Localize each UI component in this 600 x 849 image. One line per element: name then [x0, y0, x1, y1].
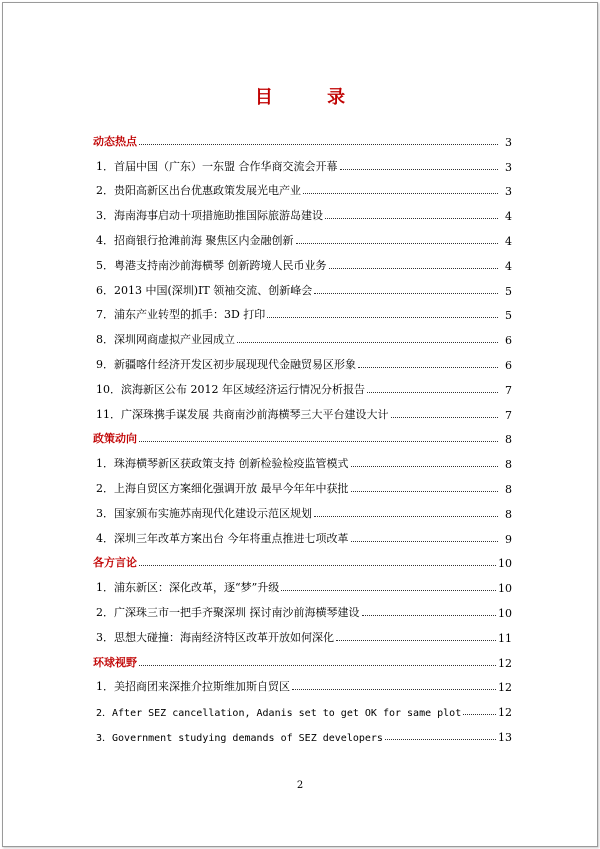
document-page	[2, 2, 598, 847]
dot-leader	[362, 615, 497, 616]
entry-title: 2．上海自贸区方案细化强调开放 最早今年年中获批	[96, 481, 349, 495]
entry-title: 2．After SEZ cancellation, Adanis set to get OK for same plot	[96, 708, 462, 720]
entry-title: 3．海南海事启动十项措施助推国际旅游岛建设	[96, 209, 323, 223]
entry-page-number: 7	[505, 408, 512, 422]
toc-entry[interactable]	[93, 149, 512, 174]
entry-page-number: 12	[498, 681, 512, 695]
dot-leader	[296, 243, 499, 244]
dot-leader	[314, 293, 498, 294]
entry-page-number: 4	[505, 210, 512, 224]
entry-page-number: 12	[498, 706, 512, 720]
entry-page-number: 5	[505, 284, 512, 298]
dot-leader	[367, 392, 498, 393]
entry-title: 2．广深珠三市一把手齐聚深圳 探讨南沙前海横琴建设	[96, 605, 360, 619]
dot-leader	[292, 689, 496, 690]
toc-entry[interactable]	[93, 198, 512, 223]
entry-page-number: 3	[505, 135, 512, 149]
dot-leader	[139, 144, 498, 145]
dot-leader	[340, 169, 499, 170]
toc-entry[interactable]	[93, 521, 512, 546]
dot-leader	[267, 317, 498, 318]
entry-title: 1．首届中国（广东）一东盟 合作华商交流会开幕	[96, 159, 338, 173]
toc-entry[interactable]	[93, 248, 512, 273]
toc-entry[interactable]	[93, 471, 512, 496]
dot-leader	[237, 342, 498, 343]
entry-page-number: 6	[505, 334, 512, 348]
entry-page-number: 10	[498, 582, 512, 596]
entry-title: 9．新疆喀什经济开发区初步展现现代金融贸易区形象	[96, 357, 356, 371]
entry-title: 6．2013 中国(深圳)IT 领袖交流、创新峰会	[96, 283, 313, 297]
entry-title: 2．贵阳高新区出台优惠政策发展光电产业	[96, 184, 301, 198]
toc-section-heading[interactable]	[93, 124, 512, 149]
entry-page-number: 7	[505, 383, 512, 397]
entry-page-number: 8	[505, 458, 512, 472]
toc-entry[interactable]	[93, 298, 512, 323]
table-of-contents	[93, 124, 512, 744]
entry-page-number: 4	[505, 259, 512, 273]
entry-title: 4．招商银行抢滩前海 聚焦区内金融创新	[96, 233, 294, 247]
toc-entry[interactable]	[93, 322, 512, 347]
toc-entry[interactable]	[93, 174, 512, 199]
dot-leader	[325, 218, 498, 219]
toc-entry[interactable]	[93, 620, 512, 645]
toc-entry[interactable]	[93, 273, 512, 298]
toc-section-heading[interactable]	[93, 645, 512, 670]
dot-leader	[463, 714, 496, 715]
dot-leader	[351, 491, 499, 492]
entry-page-number: 4	[505, 234, 512, 248]
dot-leader	[139, 441, 498, 442]
dot-leader	[139, 565, 496, 566]
entry-page-number: 10	[498, 606, 512, 620]
toc-title: 目 录	[254, 87, 370, 108]
toc-entry[interactable]	[93, 397, 512, 422]
entry-title: 3．Government studying demands of SEZ developers	[96, 732, 383, 744]
entry-title: 5．粤港支持南沙前海横琴 创新跨境人民币业务	[96, 258, 327, 272]
entry-title: 3．思想大碰撞：海南经济特区改革开放如何深化	[96, 630, 334, 644]
toc-entry[interactable]	[93, 595, 512, 620]
toc-entry[interactable]	[93, 719, 512, 744]
entry-page-number: 5	[505, 309, 512, 323]
dot-leader	[303, 193, 498, 194]
toc-entry[interactable]	[93, 223, 512, 248]
toc-entry[interactable]	[93, 372, 512, 397]
entry-title: 1．珠海横琴新区获政策支持 创新检验检疫监管模式	[96, 457, 349, 471]
entry-title: 10．滨海新区公布 2012 年区域经济运行情况分析报告	[96, 382, 365, 396]
entry-page-number: 3	[505, 160, 512, 174]
toc-section-heading[interactable]	[93, 422, 512, 447]
entry-title: 1．美招商团来深推介拉斯维加斯自贸区	[96, 680, 290, 694]
entry-page-number: 8	[505, 482, 512, 496]
dot-leader	[351, 466, 499, 467]
entry-title: 7．浦东产业转型的抓手：3D 打印	[96, 308, 266, 322]
toc-entry[interactable]	[93, 496, 512, 521]
section-title: 动态热点	[93, 134, 137, 148]
dot-leader	[329, 268, 499, 269]
entry-page-number: 6	[505, 358, 512, 372]
dot-leader	[351, 541, 499, 542]
entry-title: 11．广深珠携手谋发展 共商南沙前海横琴三大平台建设大计	[96, 407, 389, 421]
page-number: 2	[296, 780, 304, 791]
section-title: 各方言论	[93, 556, 137, 570]
entry-page-number: 3	[505, 185, 512, 199]
entry-page-number: 11	[498, 631, 512, 645]
dot-leader	[281, 590, 496, 591]
toc-section-heading[interactable]	[93, 546, 512, 571]
dot-leader	[358, 367, 498, 368]
section-title: 政策动向	[93, 432, 137, 446]
toc-entry[interactable]	[93, 670, 512, 695]
entry-page-number: 9	[505, 532, 512, 546]
entry-title: 4．深圳三年改革方案出台 今年将重点推进七项改革	[96, 531, 349, 545]
entry-page-number: 13	[498, 730, 512, 744]
toc-entry[interactable]	[93, 694, 512, 719]
entry-title: 8．深圳网商虚拟产业园成立	[96, 333, 235, 347]
dot-leader	[391, 417, 499, 418]
dot-leader	[139, 665, 496, 666]
section-title: 环球视野	[93, 655, 137, 669]
dot-leader	[385, 739, 496, 740]
entry-title: 1．浦东新区：深化改革，逐“梦”升级	[96, 581, 280, 595]
dot-leader	[336, 640, 496, 641]
entry-page-number: 10	[498, 557, 512, 571]
entry-page-number: 12	[498, 656, 512, 670]
entry-page-number: 8	[505, 507, 512, 521]
toc-entry[interactable]	[93, 347, 512, 372]
toc-entry[interactable]	[93, 446, 512, 471]
dot-leader	[314, 516, 498, 517]
toc-entry[interactable]	[93, 570, 512, 595]
entry-title: 3．国家颁布实施苏南现代化建设示范区规划	[96, 506, 312, 520]
entry-page-number: 8	[505, 433, 512, 447]
